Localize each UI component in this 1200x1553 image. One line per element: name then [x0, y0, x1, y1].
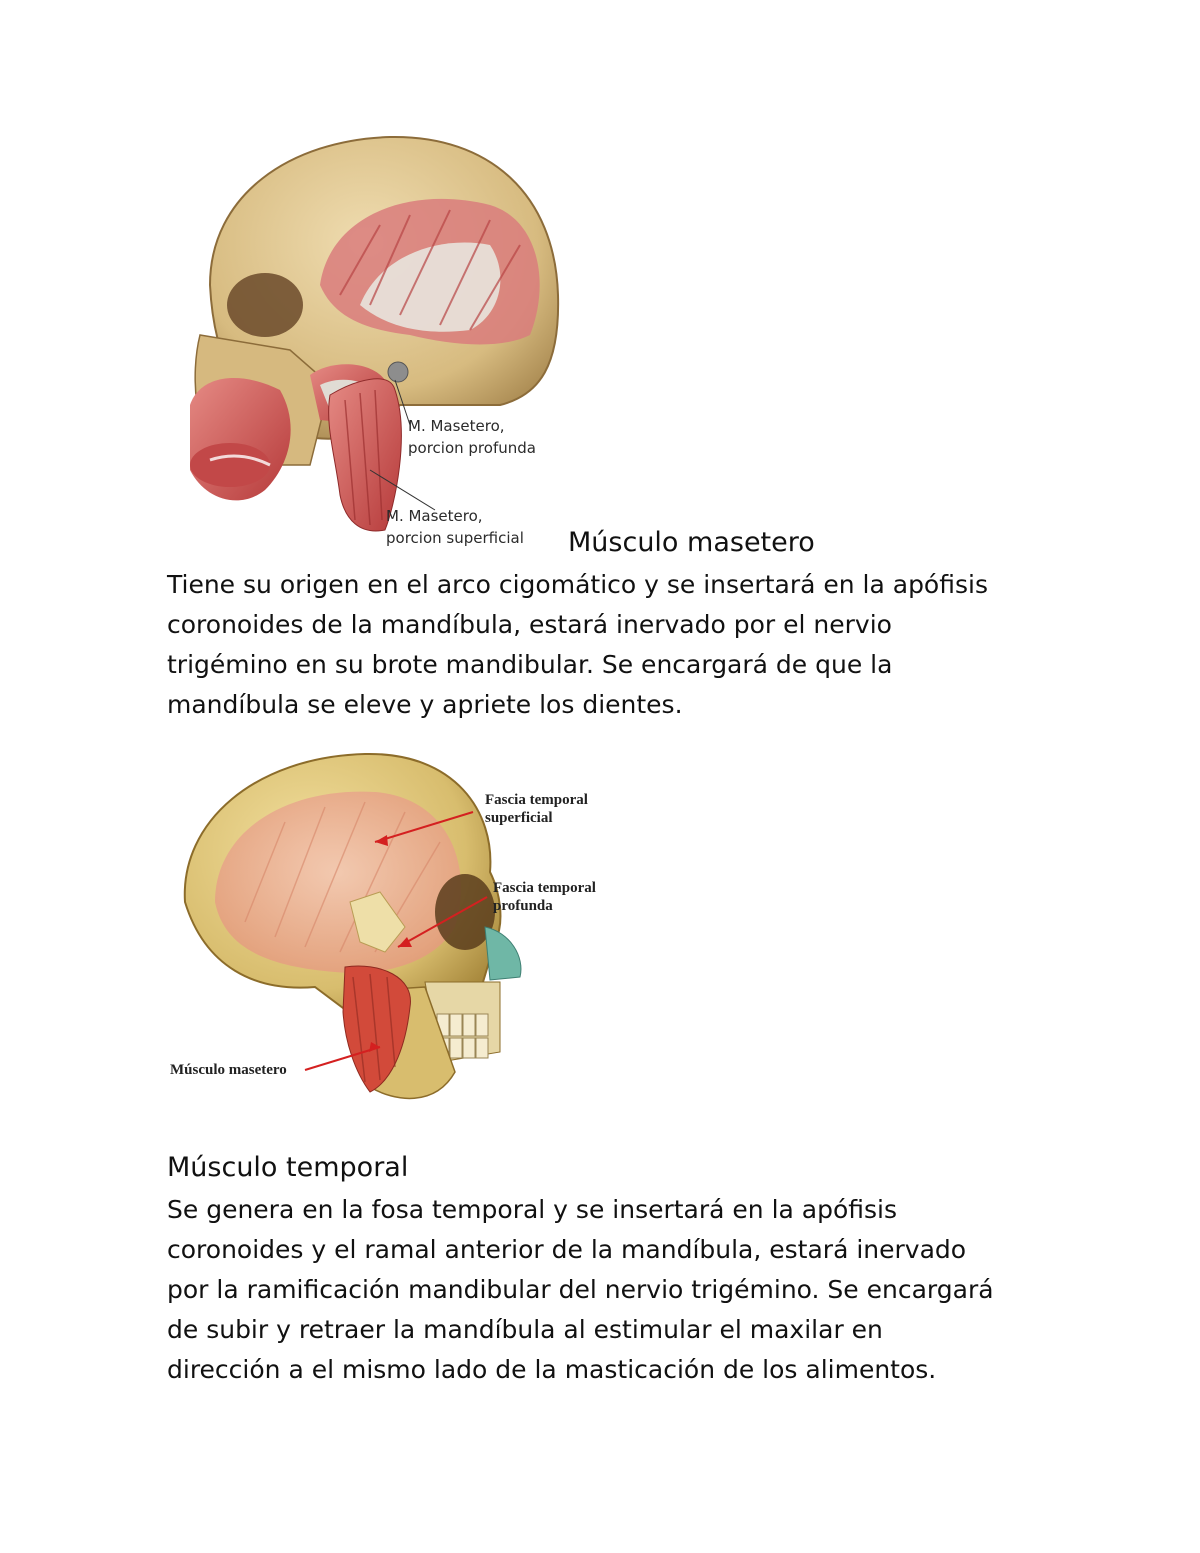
- label-fascia-profunda-1: Fascia temporal: [493, 880, 596, 896]
- paragraph-line: coronoides y el ramal anterior de la mandíbula, estará inervado: [167, 1235, 967, 1264]
- paragraph-line: de subir y retraer la mandíbula al estimular el maxilar en: [167, 1315, 883, 1344]
- label-masetero-profunda-1: M. Masetero,: [408, 417, 505, 435]
- temporal-skull-figure: [165, 752, 625, 1112]
- masseter-skull-figure: [170, 135, 570, 555]
- temporal-illustration: [165, 752, 625, 1112]
- label-masetero-superficial-1: M. Masetero,: [386, 507, 483, 525]
- paragraph-temporal: [167, 1190, 1047, 1390]
- section-title-masetero: Músculo masetero: [568, 527, 815, 558]
- paragraph-line: Se genera en la fosa temporal y se insertará en la apófisis: [167, 1195, 898, 1224]
- paragraph-line: dirección a el mismo lado de la masticación de los alimentos.: [167, 1355, 937, 1384]
- label-fascia-profunda-2: profunda: [493, 898, 553, 914]
- section-title-temporal: Músculo temporal: [167, 1152, 409, 1183]
- paragraph-line: trigémino en su brote mandibular. Se encargará de que la: [167, 650, 893, 679]
- label-musculo-masetero: Músculo masetero: [170, 1062, 287, 1078]
- paragraph-masetero: [167, 565, 1047, 725]
- paragraph-line: Tiene su origen en el arco cigomático y se insertará en la apófisis: [167, 570, 988, 599]
- label-masetero-superficial-2: porcion superficial: [386, 529, 524, 547]
- paragraph-line: por la ramificación mandibular del nervio trigémino. Se encargará: [167, 1275, 994, 1304]
- label-masetero-profunda-2: porcion profunda: [408, 439, 536, 457]
- label-fascia-superficial-1: Fascia temporal: [485, 792, 588, 808]
- label-fascia-superficial-2: superficial: [485, 810, 553, 826]
- paragraph-line: coronoides de la mandíbula, estará inervado por el nervio: [167, 610, 892, 639]
- paragraph-line: mandíbula se eleve y apriete los dientes.: [167, 690, 683, 719]
- masseter-illustration: [170, 135, 570, 555]
